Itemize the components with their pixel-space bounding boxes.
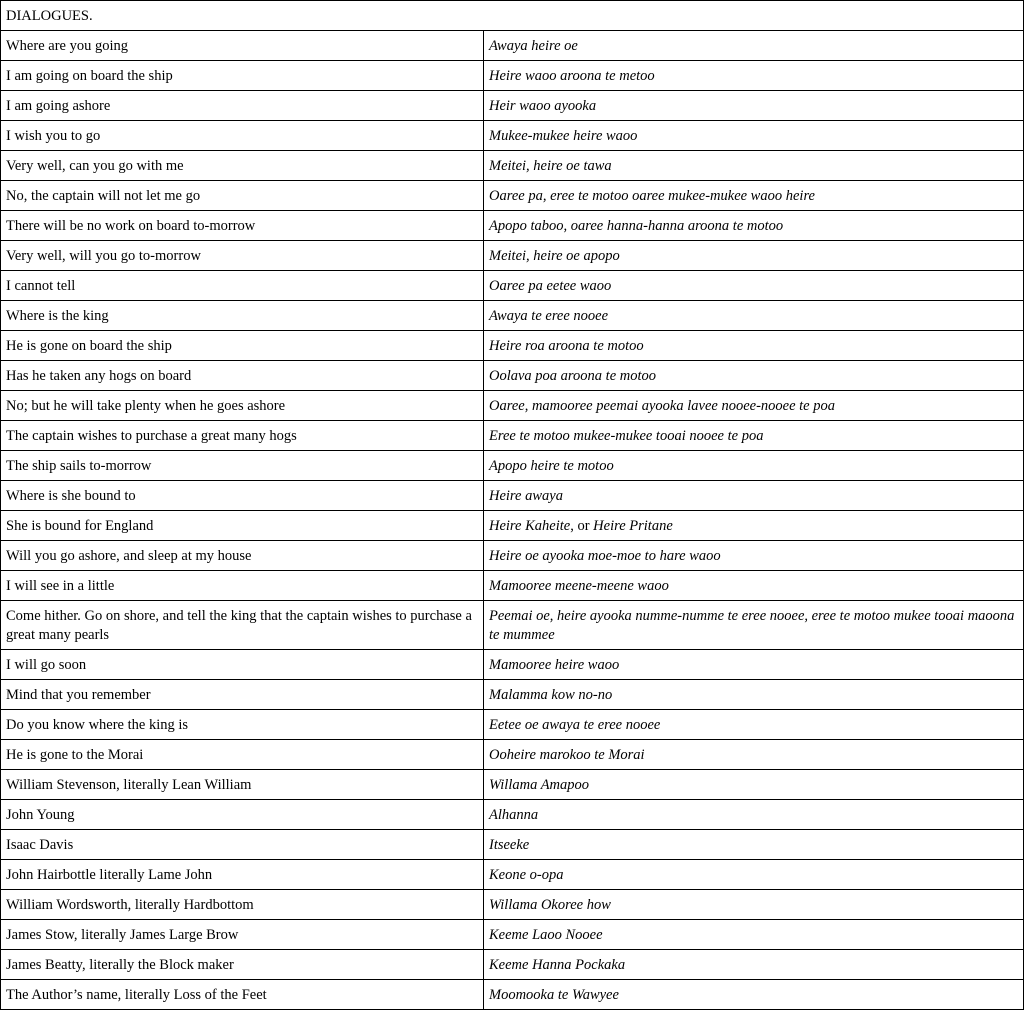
table-row — [1, 890, 1024, 920]
table-row — [1, 980, 1024, 1010]
native-phrase-cell — [484, 211, 1024, 241]
native-phrase-cell — [484, 271, 1024, 301]
table-row — [1, 920, 1024, 950]
native-phrase-text: Heire awaya — [489, 488, 563, 504]
native-phrase-text: Meitei, heire oe apopo — [489, 248, 620, 264]
english-phrase-cell: John Young — [1, 800, 484, 830]
native-phrase-text: Willama Okoree how — [489, 897, 611, 913]
table-row — [1, 541, 1024, 571]
native-phrase-text: Ooheire marokoo te Morai — [489, 747, 645, 763]
native-phrase-cell — [484, 181, 1024, 211]
native-phrase-cell — [484, 241, 1024, 271]
english-phrase-cell: I will see in a little — [1, 571, 484, 601]
table-row — [1, 121, 1024, 151]
native-phrase-cell — [484, 511, 1024, 541]
table-row — [1, 211, 1024, 241]
native-phrase-cell — [484, 800, 1024, 830]
native-phrase-text: Oolava poa aroona te motoo — [489, 368, 657, 384]
native-phrase-text: Heire Kaheite — [489, 518, 571, 534]
english-phrase-cell: The captain wishes to purchase a great many hogs — [1, 421, 484, 451]
english-phrase-cell: She is bound for England — [1, 511, 484, 541]
english-phrase-cell: No, the captain will not let me go — [1, 181, 484, 211]
native-phrase-cell — [484, 770, 1024, 800]
native-phrase-text: Heir waoo ayooka — [489, 98, 597, 114]
native-phrase-cell — [484, 451, 1024, 481]
table-row — [1, 680, 1024, 710]
native-phrase-cell — [484, 710, 1024, 740]
native-phrase-cell — [484, 860, 1024, 890]
english-phrase-cell: James Beatty, literally the Block maker — [1, 950, 484, 980]
native-phrase-cell — [484, 980, 1024, 1010]
english-phrase-cell: He is gone on board the ship — [1, 331, 484, 361]
native-phrase-text: Mamooree meene-meene waoo — [489, 578, 669, 594]
english-phrase-cell: There will be no work on board to-morrow — [1, 211, 484, 241]
native-phrase-cell — [484, 301, 1024, 331]
english-phrase-cell: Mind that you remember — [1, 680, 484, 710]
native-phrase-cell — [484, 920, 1024, 950]
native-phrase-cell — [484, 91, 1024, 121]
table-row — [1, 391, 1024, 421]
heading-row — [1, 1, 1024, 31]
english-phrase-cell: William Stevenson, literally Lean William — [1, 770, 484, 800]
native-phrase-cell — [484, 890, 1024, 920]
native-phrase-text: Awaya te eree nooee — [489, 308, 609, 324]
english-phrase-cell: I will go soon — [1, 650, 484, 680]
native-phrase-cell — [484, 61, 1024, 91]
native-phrase-text: Oaree pa eetee waoo — [489, 278, 612, 294]
table-row — [1, 860, 1024, 890]
table-row — [1, 331, 1024, 361]
english-phrase-cell: I am going on board the ship — [1, 61, 484, 91]
english-phrase-cell: Isaac Davis — [1, 830, 484, 860]
native-phrase-cell — [484, 151, 1024, 181]
table-row — [1, 481, 1024, 511]
table-row — [1, 511, 1024, 541]
native-phrase-cell — [484, 121, 1024, 151]
table-row — [1, 301, 1024, 331]
native-phrase-text: Eetee oe awaya te eree nooee — [489, 717, 661, 733]
english-phrase-cell: Where is the king — [1, 301, 484, 331]
english-phrase-cell: Do you know where the king is — [1, 710, 484, 740]
native-phrase-cell — [484, 31, 1024, 61]
native-phrase-text: Eree te motoo mukee-mukee tooai nooee te poa — [489, 428, 764, 444]
english-phrase-cell: I am going ashore — [1, 91, 484, 121]
english-phrase-cell: I wish you to go — [1, 121, 484, 151]
english-phrase-cell: James Stow, literally James Large Brow — [1, 920, 484, 950]
native-phrase-text: Willama Amapoo — [489, 777, 590, 793]
table-row — [1, 451, 1024, 481]
native-phrase-cell — [484, 740, 1024, 770]
english-phrase-cell: I cannot tell — [1, 271, 484, 301]
native-phrase-cell — [484, 830, 1024, 860]
native-phrase-text: Itseeke — [489, 837, 530, 853]
native-phrase-cell — [484, 331, 1024, 361]
native-phrase-alternative: Heire Pritane — [593, 518, 673, 534]
english-phrase-cell: Where are you going — [1, 31, 484, 61]
table-row — [1, 271, 1024, 301]
english-phrase-cell: Where is she bound to — [1, 481, 484, 511]
native-phrase-cell — [484, 950, 1024, 980]
table-row — [1, 571, 1024, 601]
native-phrase-cell — [484, 571, 1024, 601]
native-phrase-text: Mukee-mukee heire waoo — [489, 128, 638, 144]
dialogues-table-body — [1, 1, 1024, 1010]
native-phrase-cell — [484, 421, 1024, 451]
alternative-connector: , or — [570, 518, 594, 534]
native-phrase-text: Awaya heire oe — [489, 38, 578, 54]
english-phrase-cell: Will you go ashore, and sleep at my house — [1, 541, 484, 571]
native-phrase-cell — [484, 391, 1024, 421]
dialogues-heading: DIALOGUES. — [1, 1, 1024, 31]
native-phrase-text: Apopo heire te motoo — [489, 458, 614, 474]
english-phrase-cell: Very well, will you go to-morrow — [1, 241, 484, 271]
table-row — [1, 241, 1024, 271]
table-row — [1, 770, 1024, 800]
native-phrase-text: Oaree, mamooree peemai ayooka lavee nooee-nooee te poa — [489, 398, 835, 414]
english-phrase-cell: William Wordsworth, literally Hardbottom — [1, 890, 484, 920]
english-phrase-cell: John Hairbottle literally Lame John — [1, 860, 484, 890]
native-phrase-cell — [484, 361, 1024, 391]
table-row — [1, 800, 1024, 830]
english-phrase-cell: The ship sails to-morrow — [1, 451, 484, 481]
native-phrase-text: Meitei, heire oe tawa — [489, 158, 612, 174]
table-row — [1, 31, 1024, 61]
table-row — [1, 601, 1024, 650]
table-row — [1, 421, 1024, 451]
table-row — [1, 61, 1024, 91]
table-row — [1, 710, 1024, 740]
native-phrase-text: Mamooree heire waoo — [489, 657, 620, 673]
native-phrase-text: Oaree pa, eree te motoo oaree mukee-mukee waoo heire — [489, 188, 815, 204]
native-phrase-text: Apopo taboo, oaree hanna-hanna aroona te motoo — [489, 218, 784, 234]
table-row — [1, 650, 1024, 680]
table-row — [1, 361, 1024, 391]
native-phrase-text: Alhanna — [489, 807, 539, 823]
native-phrase-cell — [484, 601, 1024, 650]
english-phrase-cell: He is gone to the Morai — [1, 740, 484, 770]
native-phrase-text: Keeme Hanna Pockaka — [489, 957, 626, 973]
native-phrase-text: Moomooka te Wawyee — [489, 987, 619, 1003]
native-phrase-text: Keone o-opa — [489, 867, 564, 883]
table-row — [1, 950, 1024, 980]
table-row — [1, 91, 1024, 121]
native-phrase-cell — [484, 650, 1024, 680]
table-row — [1, 151, 1024, 181]
native-phrase-cell — [484, 481, 1024, 511]
native-phrase-cell — [484, 680, 1024, 710]
table-row — [1, 181, 1024, 211]
native-phrase-cell — [484, 541, 1024, 571]
native-phrase-text: Heire oe ayooka moe-moe to hare waoo — [489, 548, 721, 564]
native-phrase-text: Heire waoo aroona te metoo — [489, 68, 655, 84]
english-phrase-cell: No; but he will take plenty when he goes ashore — [1, 391, 484, 421]
native-phrase-text: Keeme Laoo Nooee — [489, 927, 603, 943]
native-phrase-text: Heire roa aroona te motoo — [489, 338, 644, 354]
english-phrase-cell: Has he taken any hogs on board — [1, 361, 484, 391]
english-phrase-cell: Come hither. Go on shore, and tell the king that the captain wishes to purchase a great many pearls — [1, 601, 484, 650]
table-row — [1, 830, 1024, 860]
table-row — [1, 740, 1024, 770]
english-phrase-cell: The Author’s name, literally Loss of the Feet — [1, 980, 484, 1010]
native-phrase-text: Malamma kow no-no — [489, 687, 613, 703]
english-phrase-cell: Very well, can you go with me — [1, 151, 484, 181]
native-phrase-text: Peemai oe, heire ayooka numme-numme te eree nooee, eree te motoo mukee tooai maoona te mummee — [489, 608, 1015, 643]
